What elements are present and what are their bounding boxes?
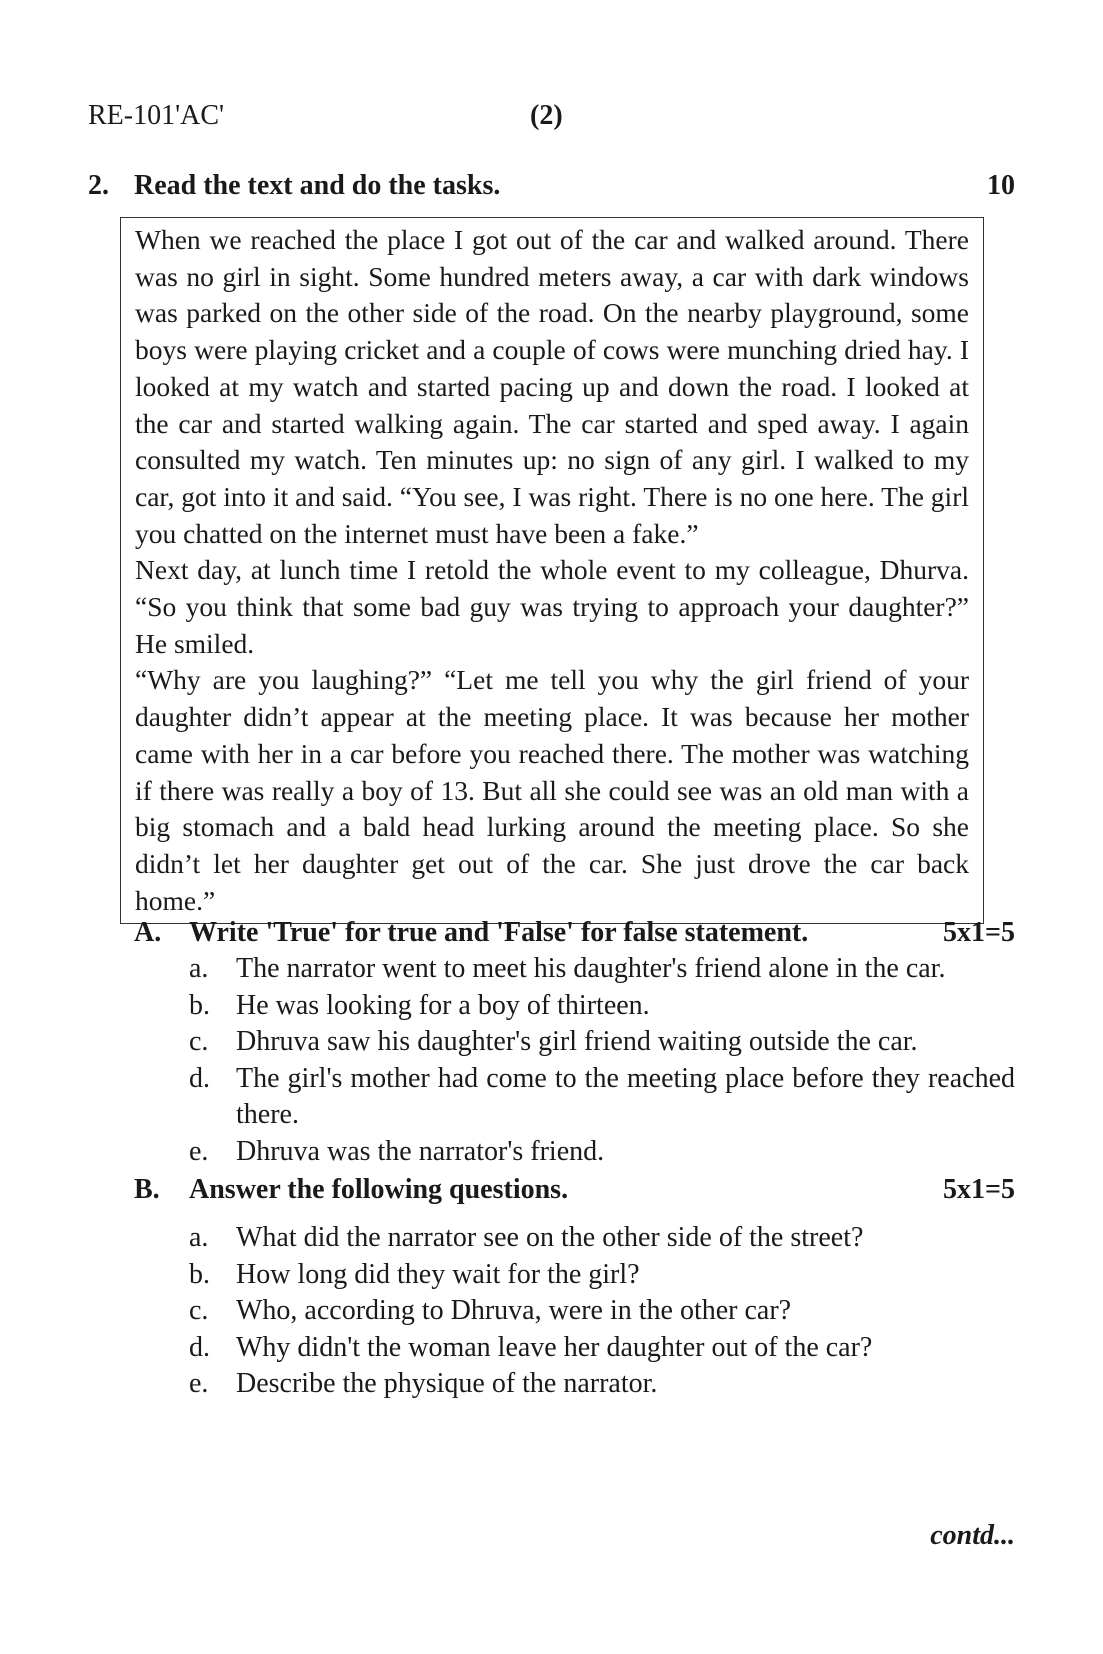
item-letter: c. (189, 1026, 209, 1058)
paper-code: RE-101'AC' (88, 100, 225, 131)
item-letter: b. (189, 989, 210, 1021)
section-instruction: Write 'True' for true and 'False' for false statement. (189, 917, 809, 948)
item-text: The girl's mother had come to the meeting place before they reached there. (236, 1062, 1015, 1131)
list-item (134, 951, 1015, 988)
passage-paragraph: Next day, at lunch time I retold the whole event to my colleague, Dhurva. “So you think that some bad guy was trying to approach your daughter?” He smiled. (135, 554, 969, 659)
item-letter: a. (189, 953, 209, 984)
list-item (134, 1330, 1015, 1367)
list-item (134, 1293, 1015, 1330)
list-item (134, 1061, 1015, 1134)
list-item (134, 1220, 1015, 1257)
passage-paragraph: When we reached the place I got out of the car and walked around. There was no girl in sight. Some hundred meters away, a car with dark windows was parked on the other side of the road. On the nearby playground, some boys were playing cricket and a couple of cows were munching dried hay. I looked at my watch and started pacing up and down the road. I looked at the car and started walking again. The car started and sped away. I again consulted my watch. Ten minutes up: no sign of any girl. I walked to my car, got into it and said. “You see, I was right. There is no one here. The girl you chatted on the internet must have been a fake.” (135, 224, 969, 549)
section-a-heading (134, 915, 1015, 951)
section-a (134, 915, 1015, 1171)
section-b (134, 1172, 1015, 1403)
reading-passage-box (120, 217, 984, 924)
section-marks: 5x1=5 (943, 1174, 1015, 1205)
question-heading (88, 170, 1015, 202)
item-letter: d. (189, 1062, 210, 1094)
true-false-list (134, 951, 1015, 1171)
item-letter: b. (189, 1258, 210, 1290)
item-text: Dhruva saw his daughter's girl friend waiting outside the car. (236, 1026, 918, 1058)
item-text: Why didn't the woman leave her daughter out of the car? (236, 1331, 873, 1363)
item-letter: c. (189, 1295, 209, 1327)
item-text: How long did they wait for the girl? (236, 1258, 640, 1290)
item-text: He was looking for a boy of thirteen. (236, 989, 650, 1021)
passage-paragraph: “Why are you laughing?” “Let me tell you why the girl friend of your daughter didn’t appear at the meeting place. It was because her mother came with her in a car before you reached there. The mother was watching if there was really a boy of 13. But all she could see was an old man with a big stomach and a bald head lurking around the meeting place. So she didn’t let her daughter get out of the car. She just drove the car back home.” (135, 664, 969, 916)
list-item (134, 1024, 1015, 1061)
item-letter: e. (189, 1135, 209, 1167)
question-number: 2. (88, 170, 109, 201)
section-letter: B. (134, 1174, 160, 1205)
list-item (134, 1257, 1015, 1294)
list-item (134, 1134, 1015, 1171)
item-text: Who, according to Dhruva, were in the other car? (236, 1295, 792, 1327)
section-b-heading (134, 1172, 1015, 1208)
questions-list (134, 1220, 1015, 1403)
continued-note: contd... (930, 1520, 1015, 1551)
item-text: Describe the physique of the narrator. (236, 1368, 658, 1400)
item-text: What did the narrator see on the other side of the street? (236, 1222, 864, 1253)
item-letter: e. (189, 1368, 209, 1400)
section-marks: 5x1=5 (943, 917, 1015, 948)
section-instruction: Answer the following questions. (189, 1174, 569, 1205)
page-number: (2) (530, 100, 563, 131)
section-letter: A. (134, 917, 162, 948)
item-text: Dhruva was the narrator's friend. (236, 1135, 605, 1167)
item-letter: a. (189, 1222, 209, 1253)
item-letter: d. (189, 1331, 210, 1363)
question-marks: 10 (987, 170, 1015, 201)
question-title: Read the text and do the tasks. (134, 170, 501, 201)
list-item (134, 1366, 1015, 1403)
item-text: The narrator went to meet his daughter's friend alone in the car. (236, 953, 946, 984)
list-item (134, 988, 1015, 1025)
